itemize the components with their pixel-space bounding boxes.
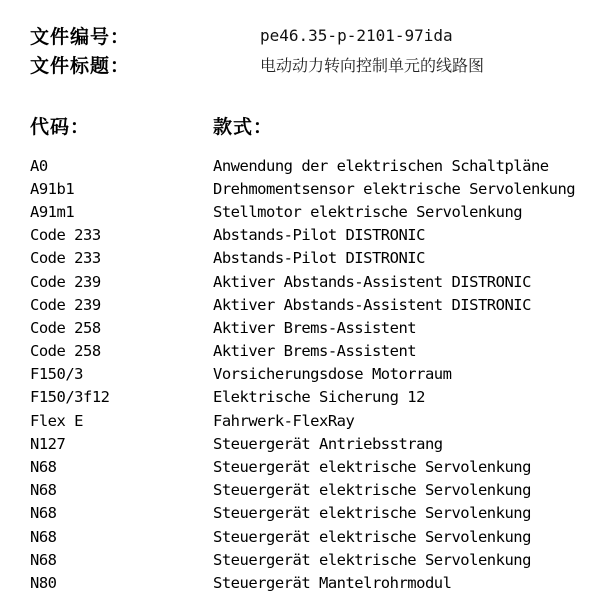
table-row bbox=[30, 316, 600, 339]
component-description: Steuergerät Mantelrohrmodul bbox=[213, 573, 452, 592]
component-description: Drehmomentsensor elektrische Servolenkung bbox=[213, 179, 576, 198]
component-code: Code 258 bbox=[30, 342, 101, 361]
table-row bbox=[30, 247, 600, 270]
document-title-label: 文件标题： bbox=[30, 54, 131, 77]
table-row bbox=[30, 340, 600, 363]
code-column-header: 代码： bbox=[30, 116, 91, 138]
component-code: A0 bbox=[30, 156, 48, 175]
table-row bbox=[30, 455, 600, 478]
component-description: Stellmotor elektrische Servolenkung bbox=[213, 202, 523, 221]
component-code: N68 bbox=[30, 550, 57, 569]
component-code: Code 233 bbox=[30, 249, 101, 268]
component-code: N68 bbox=[30, 504, 57, 523]
component-code: Code 239 bbox=[30, 295, 101, 314]
component-code: N68 bbox=[30, 527, 57, 546]
document-number-label: 文件编号： bbox=[30, 25, 131, 48]
table-row bbox=[30, 200, 600, 223]
component-description: Aktiver Brems-Assistent bbox=[213, 318, 417, 337]
table-row bbox=[30, 432, 600, 455]
table-row bbox=[30, 479, 600, 502]
table-row bbox=[30, 571, 600, 594]
table-row bbox=[30, 293, 600, 316]
component-code: Flex E bbox=[30, 411, 83, 430]
table-row bbox=[30, 502, 600, 525]
component-description: Steuergerät elektrische Servolenkung bbox=[213, 481, 531, 500]
component-code: Code 258 bbox=[30, 318, 101, 337]
component-description: Steuergerät elektrische Servolenkung bbox=[213, 458, 531, 477]
table-row bbox=[30, 386, 600, 409]
component-code: N80 bbox=[30, 573, 57, 592]
component-code: A91b1 bbox=[30, 179, 75, 198]
component-code: N68 bbox=[30, 481, 57, 500]
component-description: Steuergerät elektrische Servolenkung bbox=[213, 527, 531, 546]
component-description: Steuergerät Antriebsstrang bbox=[213, 434, 443, 453]
component-code: Code 239 bbox=[30, 272, 101, 291]
component-description: Steuergerät elektrische Servolenkung bbox=[213, 550, 531, 569]
component-code: N68 bbox=[30, 458, 57, 477]
table-row bbox=[30, 270, 600, 293]
component-code: Code 233 bbox=[30, 226, 101, 245]
document-title-value: 电动动力转向控制单元的线路图 bbox=[260, 55, 485, 75]
component-description: Abstands-Pilot DISTRONIC bbox=[213, 226, 425, 245]
component-description: Aktiver Brems-Assistent bbox=[213, 342, 417, 361]
component-code: N127 bbox=[30, 434, 66, 453]
component-description: Vorsicherungsdose Motorraum bbox=[213, 365, 452, 384]
component-description: Fahrwerk-FlexRay bbox=[213, 411, 355, 430]
table-row bbox=[30, 409, 600, 432]
component-description: Aktiver Abstands-Assistent DISTRONIC bbox=[213, 295, 531, 314]
component-code: F150/3f12 bbox=[30, 388, 110, 407]
document-number-value: pe46.35-p-2101-97ida bbox=[260, 25, 453, 45]
component-code: F150/3 bbox=[30, 365, 83, 384]
table-row bbox=[30, 224, 600, 247]
component-description: Anwendung der elektrischen Schaltpläne bbox=[213, 156, 549, 175]
table-row bbox=[30, 177, 600, 200]
document-number-row bbox=[30, 23, 453, 47]
component-description: Steuergerät elektrische Servolenkung bbox=[213, 504, 531, 523]
table-row bbox=[30, 154, 600, 177]
component-description: Elektrische Sicherung 12 bbox=[213, 388, 425, 407]
table-row bbox=[30, 363, 600, 386]
document-title-row bbox=[30, 52, 484, 76]
component-description: Aktiver Abstands-Assistent DISTRONIC bbox=[213, 272, 531, 291]
component-table bbox=[30, 154, 600, 595]
type-column-header: 款式： bbox=[213, 116, 274, 138]
component-description: Abstands-Pilot DISTRONIC bbox=[213, 249, 425, 268]
component-code: A91m1 bbox=[30, 202, 75, 221]
table-row bbox=[30, 548, 600, 571]
table-row bbox=[30, 525, 600, 548]
